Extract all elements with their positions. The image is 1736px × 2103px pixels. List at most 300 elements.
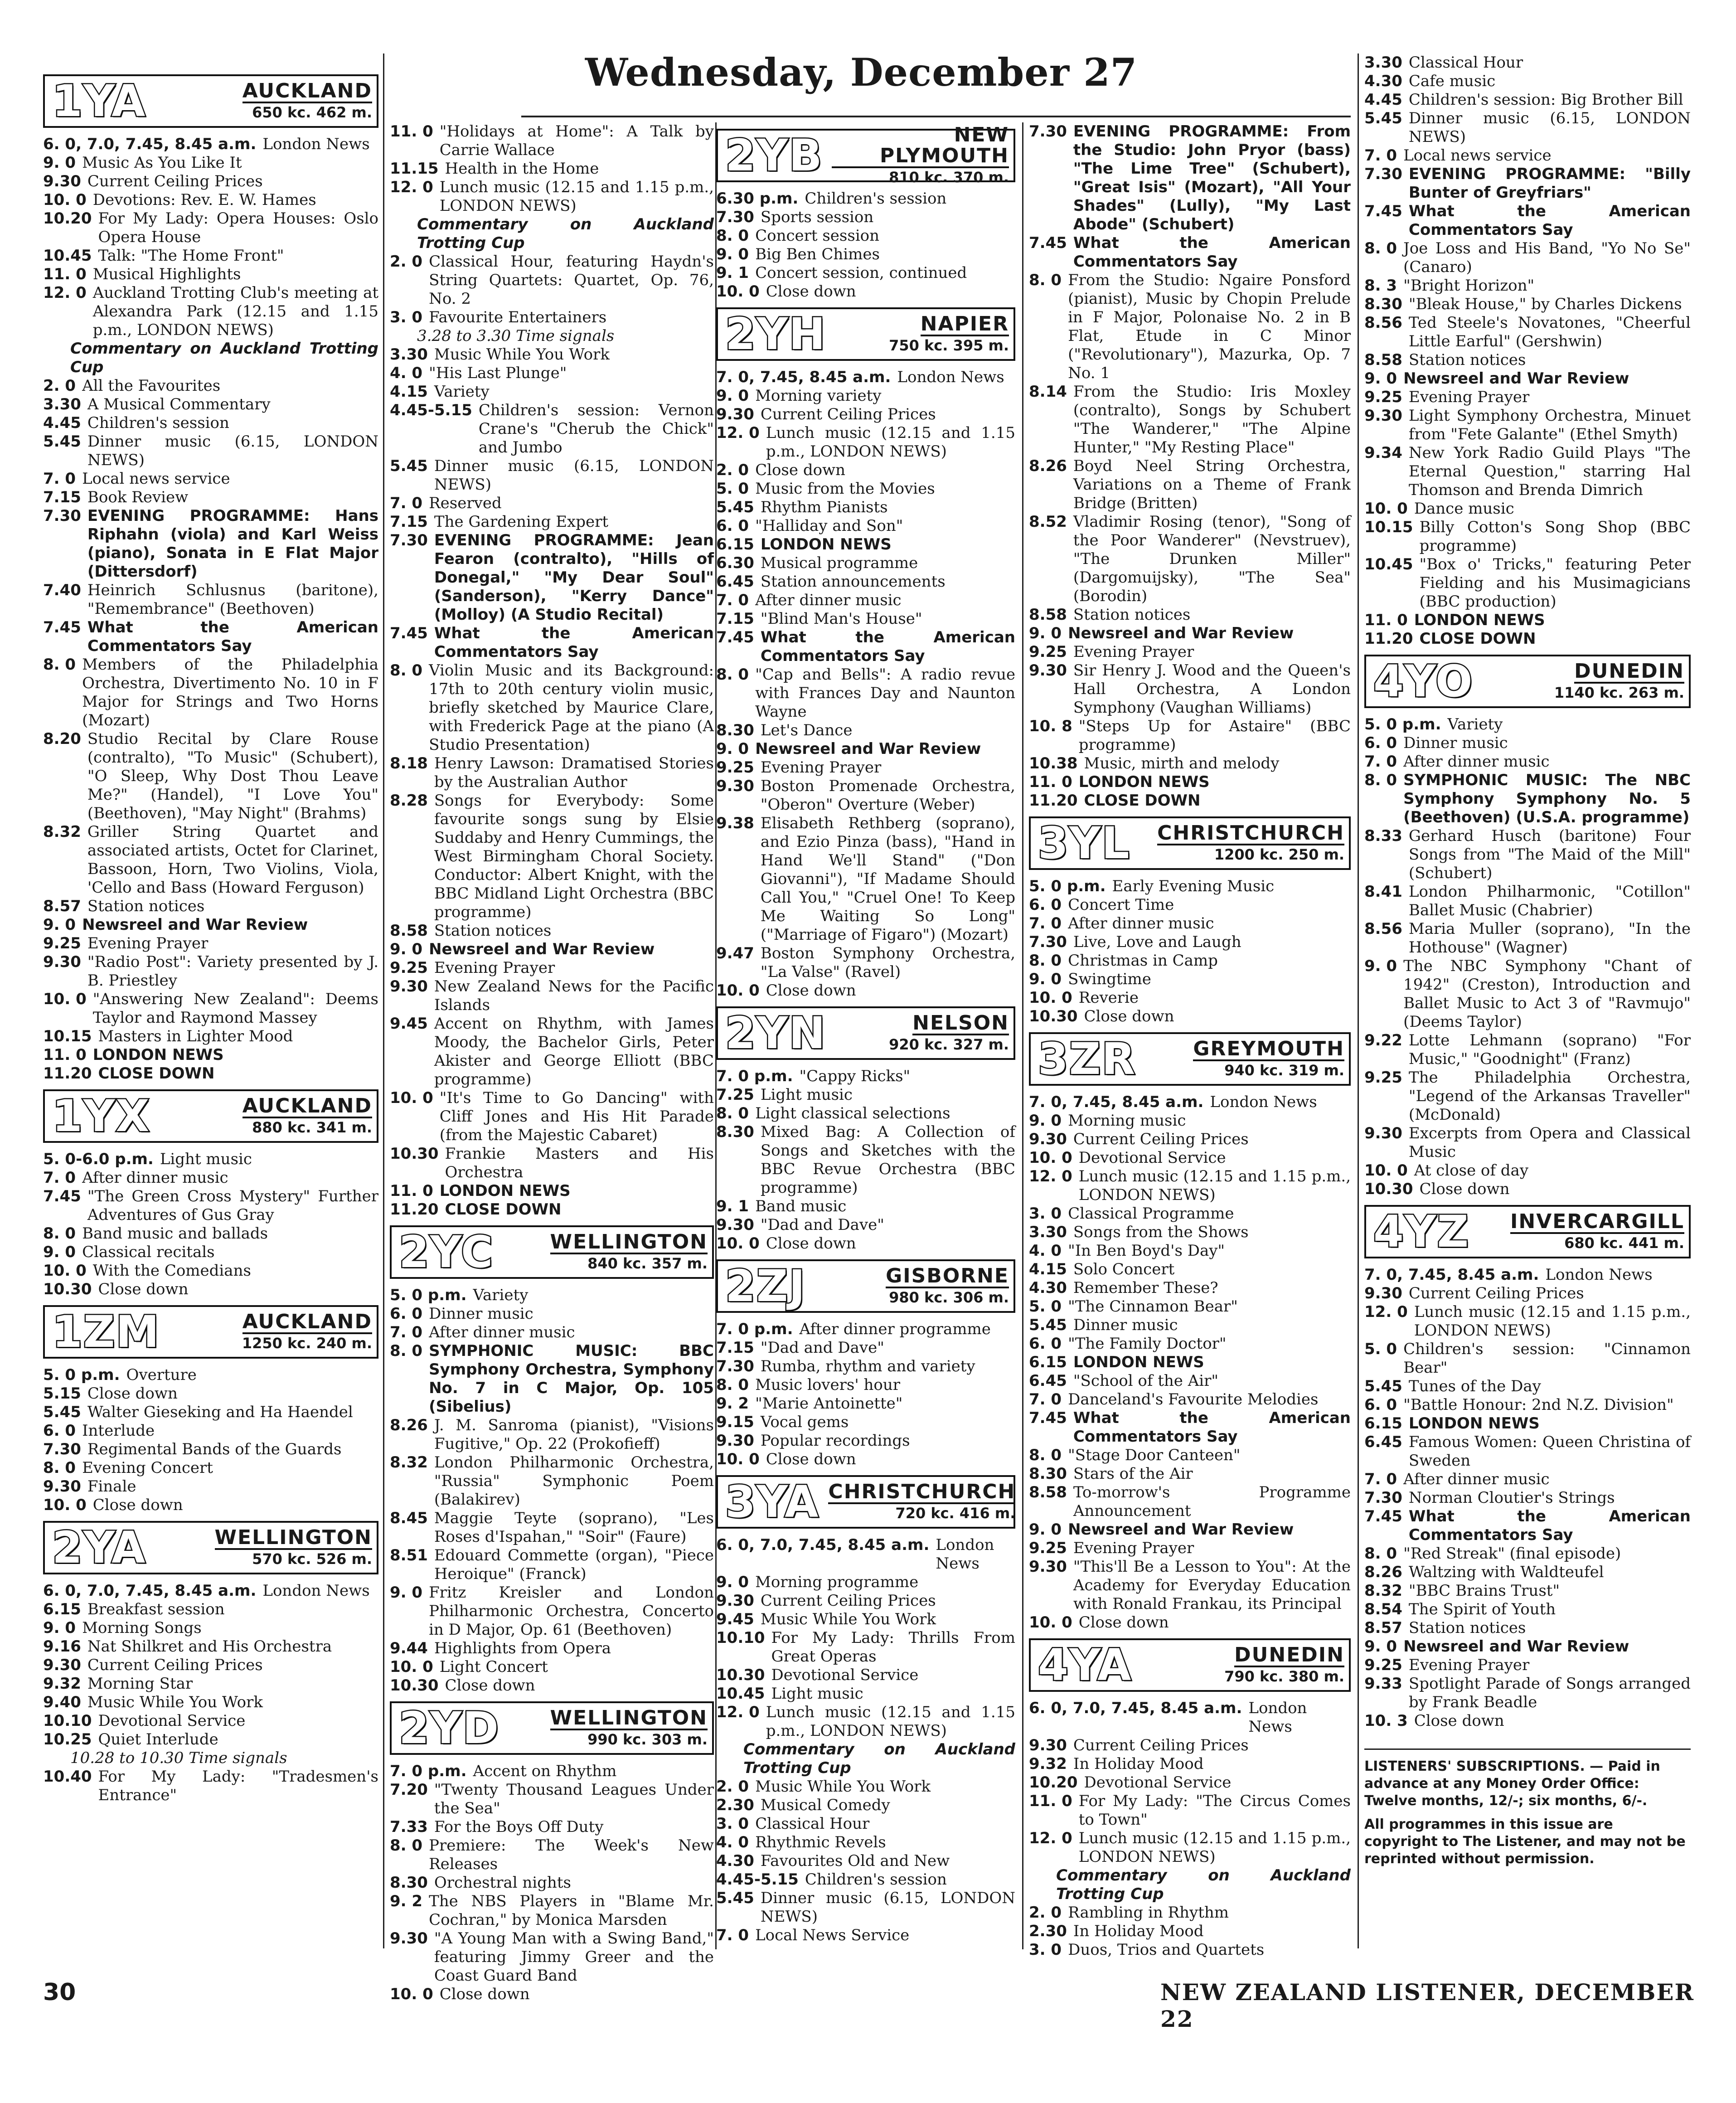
programme-time: 7.30 — [390, 531, 428, 549]
programme-listing — [1364, 1600, 1691, 1619]
programme-title: London News — [897, 368, 1004, 386]
programme-time: 10.30 — [1029, 1007, 1078, 1025]
programme-title: Newsreel and War Review — [755, 740, 981, 758]
station-callsign: 2YC — [399, 1227, 494, 1277]
programme-listing — [716, 1320, 1015, 1339]
station-city: WELLINGTON — [550, 1230, 708, 1253]
programme-time: 9.30 — [1029, 1736, 1067, 1754]
programme-title: Nat Shilkret and His Orchestra — [87, 1637, 332, 1656]
programme-time: 8.20 — [43, 730, 81, 748]
programme-title: Light Symphony Orchestra, Minuet from "Fete Galante" (Ethel Smyth) — [1408, 407, 1691, 443]
programme-time: 3.30 — [1029, 1223, 1067, 1241]
programme-listing — [390, 1639, 714, 1658]
programme-title: Newsreel and War Review — [1068, 624, 1294, 642]
programme-title: Newsreel and War Review — [1068, 1520, 1294, 1539]
programme-time: 10. 0 — [716, 1234, 760, 1253]
programme-listing — [43, 1384, 378, 1403]
programme-title: Lunch music (12.15 and 1.15 p.m., LONDON NEWS) — [766, 424, 1015, 461]
programme-time: 11. 0 — [43, 265, 87, 283]
programme-time: 10.20 — [1029, 1773, 1078, 1792]
station-frequency: 680 kc. 441 m. — [1564, 1234, 1684, 1252]
programme-listing — [1029, 122, 1351, 234]
programme-title: 3.28 to 3.30 Time signals — [417, 327, 615, 345]
programme-listing — [1364, 518, 1691, 555]
station-frequency: 750 kc. 395 m. — [889, 337, 1009, 354]
programme-listing — [390, 792, 714, 922]
programme-title: Evening Prayer — [1073, 643, 1194, 661]
programme-title: Stars of the Air — [1073, 1465, 1193, 1483]
programme-listing — [1029, 513, 1351, 606]
copyright-text: All programmes in this issue are copyright to The Listener, and may not be reprinted without permission. — [1364, 1816, 1686, 1867]
station-header-2ya — [43, 1521, 378, 1574]
programme-title: Station notices — [87, 897, 205, 915]
programme-title: Dinner music — [1073, 1316, 1178, 1334]
programme-time: 7.45 — [43, 1187, 81, 1205]
programme-listing — [43, 284, 378, 340]
station-info — [155, 81, 372, 121]
programme-time: 8.58 — [390, 922, 428, 940]
programme-time: 7. 0 p.m. — [716, 1320, 793, 1338]
programme-time: 2.30 — [716, 1796, 754, 1814]
programme-title: What the American Commentators Say — [760, 628, 1015, 665]
programme-time: 10.25 — [43, 1730, 92, 1748]
programme-time: 8.26 — [1364, 1563, 1402, 1581]
programme-time: 4.15 — [390, 383, 428, 401]
programme-title: Evening Prayer — [1408, 1656, 1530, 1674]
programme-listing — [1364, 771, 1691, 827]
programme-title: What the American Commentators Say — [1073, 234, 1351, 271]
programme-listing — [1029, 792, 1351, 810]
programme-time: 10.40 — [43, 1768, 92, 1786]
programme-time: 8.30 — [1364, 295, 1402, 313]
programme-time: 10.20 — [43, 209, 92, 228]
station-callsign: 1YX — [52, 1091, 150, 1141]
programme-time: 9. 0 — [1029, 1520, 1062, 1539]
programme-time: 5. 0 p.m. — [43, 1366, 120, 1384]
programme-time: 9. 0 — [1364, 369, 1397, 388]
programme-title: CLOSE DOWN — [1084, 792, 1201, 810]
programme-time: 8. 3 — [1364, 277, 1397, 295]
station-header-2yb — [716, 123, 1015, 186]
programme-listing — [716, 1610, 1015, 1629]
programme-listing — [43, 247, 378, 265]
programme-listing — [1029, 643, 1351, 661]
programme-title: Station notices — [434, 922, 552, 940]
programme-time: 9.30 — [716, 1432, 754, 1450]
programme-time: 2. 0 — [43, 377, 76, 395]
programme-listing — [716, 1573, 1015, 1592]
programme-listing — [43, 1027, 378, 1046]
programme-time: 3. 0 — [390, 308, 423, 326]
publication-footer: NEW ZEALAND LISTENER, DECEMBER 22 — [1160, 1979, 1694, 2032]
programme-listing — [716, 1197, 1015, 1216]
programme-listing — [43, 414, 378, 432]
programme-time: 2.30 — [1029, 1922, 1067, 1940]
programme-title: Songs for Everybody: Some favourite songs sung by Elsie Suddaby and Henry Cummings, the West Birmingham Choral Society. Conductor: Albert Knight, with the BBC Midland Light Orchestra (BBC programme) — [434, 792, 714, 921]
programme-listing — [43, 1046, 378, 1064]
programme-time: 12. 0 — [716, 424, 760, 442]
programme-listing — [1364, 611, 1691, 630]
programme-listing — [43, 1656, 378, 1675]
programme-title: EVENING PROGRAMME: Jean Fearon (contralto), "Hills of Donegal," "My Dear Soul" (Sanderson), "Kerry Dance" (Molloy) (A Studio Recital) — [434, 531, 714, 624]
programme-time: 9.30 — [43, 1656, 81, 1674]
programme-time: 11.20 — [390, 1200, 439, 1219]
programme-time: 9.30 — [716, 1216, 754, 1234]
programme-listing — [1364, 1266, 1691, 1284]
programme-time: 7.30 — [43, 1440, 81, 1458]
programme-title: Walter Gieseking and Ha Haendel — [87, 1403, 353, 1421]
programme-time: 7. 0 — [1029, 914, 1062, 933]
programme-time: 7. 0 — [716, 591, 749, 609]
programme-time: 8.58 — [1029, 1483, 1067, 1501]
programme-title: Finale — [87, 1477, 136, 1496]
programme-time: 9. 0 — [43, 1243, 76, 1261]
programme-time: 10. 0 — [43, 990, 87, 1008]
programme-title: Newsreel and War Review — [1403, 1637, 1629, 1656]
programme-title: Music lovers' hour — [755, 1376, 901, 1394]
programme-title: Breakfast session — [87, 1600, 225, 1618]
programme-listing — [390, 940, 714, 959]
programme-listing — [1364, 1656, 1691, 1675]
programme-time: 9.30 — [1364, 1124, 1402, 1142]
programme-time: 7. 0, 7.45, 8.45 a.m. — [716, 368, 891, 386]
programme-title: Maria Muller (soprano), "In the Hothouse" (Wagner) — [1408, 920, 1691, 957]
programme-time: 10.15 — [43, 1027, 92, 1045]
programme-title: In Holiday Mood — [1073, 1755, 1204, 1773]
programme-listing — [1029, 1279, 1351, 1297]
programme-time: 8.51 — [390, 1546, 428, 1564]
programme-title: Lunch music (12.15 and 1.15 p.m., LONDON NEWS) — [1078, 1829, 1351, 1866]
programme-listing — [716, 1536, 1015, 1573]
programme-time: 7.45 — [43, 618, 81, 636]
programme-time: 5.45 — [716, 1889, 754, 1907]
programme-listing — [1364, 1712, 1691, 1730]
programme-listing — [1364, 1489, 1691, 1507]
programme-time: 10. 0 — [390, 1658, 433, 1676]
programme-title: Health in the Home — [445, 160, 599, 178]
programme-listing — [1364, 53, 1691, 72]
programme-title: Local news service — [82, 470, 230, 488]
programme-listing — [390, 1836, 714, 1874]
programme-time: 10. 8 — [1029, 717, 1072, 735]
programme-time: 4.45-5.15 — [390, 401, 472, 419]
programme-listing — [716, 1432, 1015, 1450]
programme-title: London News — [262, 1582, 370, 1600]
programme-title: Station notices — [1408, 1619, 1526, 1637]
programme-title: Heinrich Schlusnus (baritone), "Remembrance" (Beethoven) — [87, 581, 378, 618]
programme-listing — [43, 154, 378, 172]
programme-time: 7.15 — [43, 488, 81, 506]
programme-title: The Spirit of Youth — [1408, 1600, 1556, 1618]
programme-time: 7.45 — [1029, 1409, 1067, 1427]
programme-title: "Radio Post": Variety presented by J. B. Priestley — [87, 953, 378, 990]
programme-title: Overture — [126, 1366, 197, 1384]
programme-listing — [1364, 1340, 1691, 1377]
programme-listing — [43, 990, 378, 1027]
programme-title: Reverie — [1078, 989, 1139, 1007]
programme-title: Current Ceiling Prices — [1073, 1130, 1249, 1148]
programme-time: 8.32 — [43, 823, 81, 841]
programme-title: Members of the Philadelphia Orchestra, Divertimento No. 10 in F Major for Strings and Two Horns (Mozart) — [82, 656, 378, 729]
programme-listing — [43, 1496, 378, 1515]
station-info — [503, 1232, 708, 1272]
programme-title: Book Review — [87, 488, 189, 506]
programme-title: After dinner music — [429, 1323, 575, 1341]
programme-time: 6.15 — [43, 1600, 81, 1618]
programme-listing — [1029, 1353, 1351, 1372]
programme-time: 12. 0 — [390, 178, 433, 196]
programme-time: 10. 0 — [1364, 500, 1408, 518]
programme-listing — [43, 172, 378, 191]
programme-listing — [1029, 1409, 1351, 1446]
station-callsign: 4YZ — [1373, 1206, 1469, 1257]
programme-listing — [1029, 1242, 1351, 1260]
programme-title: Music While You Work — [755, 1778, 931, 1796]
programme-listing — [716, 1339, 1015, 1357]
programme-time: 7.45 — [390, 624, 428, 642]
programme-title: Favourites Old and New — [760, 1852, 950, 1870]
programme-title: Close down — [766, 1234, 856, 1253]
programme-title: Concert Time — [1068, 896, 1174, 914]
programme-listing — [43, 1730, 378, 1749]
programme-listing — [716, 245, 1015, 264]
programme-time: 11. 0 — [390, 122, 433, 141]
programme-listing — [1364, 314, 1691, 351]
programme-listing — [43, 209, 378, 247]
programme-time: 11. 0 — [43, 1046, 87, 1064]
programme-time: 5. 0 — [1029, 1297, 1062, 1316]
programme-title: Newsreel and War Review — [1403, 369, 1629, 388]
programme-listing — [1029, 933, 1351, 952]
programme-title: After dinner music — [755, 591, 902, 609]
station-city: NAPIER — [920, 312, 1009, 335]
programme-time: 6.30 p.m. — [716, 189, 799, 208]
programme-title: Danceland's Favourite Melodies — [1068, 1390, 1319, 1408]
programme-listing — [716, 1815, 1015, 1833]
programme-listing — [716, 1592, 1015, 1610]
programme-time: 6. 0, 7.0, 7.45, 8.45 a.m. — [1029, 1699, 1242, 1717]
programme-time: 8. 0 — [716, 665, 749, 684]
programme-title: The NBC Symphony "Chant of 1942" (Creston), Introduction and Ballet Music to Act 3 of "Ravmujo" (Deems Taylor) — [1403, 957, 1691, 1031]
programme-listing — [43, 135, 378, 154]
programme-title: Waltzing with Waldteufel — [1408, 1563, 1604, 1581]
programme-title: LONDON NEWS — [92, 1046, 224, 1064]
programme-time: 9.30 — [390, 1929, 428, 1948]
programme-time: 7. 0 — [43, 1169, 76, 1187]
programme-title: Fritz Kreisler and London Philharmonic Orchestra, Concerto in D Major, Op. 61 (Beethoven) — [429, 1583, 714, 1639]
programme-title: What the American Commentators Say — [1408, 1507, 1691, 1544]
programme-title: The NBS Players in "Blame Mr. Cochran," by Monica Marsden — [429, 1892, 714, 1929]
column-divider — [383, 53, 384, 1948]
programme-listing — [1364, 1619, 1691, 1637]
programme-time: 4. 0 — [1029, 1242, 1062, 1260]
programme-listing — [1029, 1204, 1351, 1223]
programme-time: 9.30 — [43, 953, 81, 971]
programme-title: Excerpts from Opera and Classical Music — [1408, 1124, 1691, 1161]
programme-time: 8.58 — [1364, 351, 1402, 369]
programme-listing — [1029, 1260, 1351, 1279]
station-header-3yl — [1029, 816, 1351, 870]
programme-title: Children's session — [87, 414, 229, 432]
programme-listing — [390, 1583, 714, 1639]
programme-listing — [1029, 1297, 1351, 1316]
programme-listing — [390, 327, 714, 345]
programme-title: Boyd Neel String Orchestra, Variations on a Theme of Frank Bridge (Britten) — [1073, 457, 1351, 512]
programme-listing — [43, 340, 378, 377]
programme-title: EVENING PROGRAMME: From the Studio: John Pryor (bass) "The Lime Tree" (Schubert), "Great Isis" (Mozart), "All Your Shades" (Lully), "My Last Abode" (Schubert) — [1073, 122, 1351, 233]
programme-listing — [43, 1440, 378, 1459]
programme-listing — [43, 916, 378, 934]
programme-time: 5.45 — [1364, 1377, 1402, 1395]
column-3 — [716, 122, 1015, 1990]
programme-listing — [1029, 1372, 1351, 1390]
programme-listing — [1364, 1582, 1691, 1600]
programme-listing — [1029, 1149, 1351, 1167]
station-callsign: 4YO — [1373, 656, 1474, 707]
programme-title: "Bleak House," by Charles Dickens — [1408, 295, 1682, 313]
programme-listing — [716, 189, 1015, 208]
programme-listing — [390, 1453, 714, 1509]
programme-time: 6. 0 — [1029, 896, 1062, 914]
programme-time: 6.45 — [1364, 1433, 1402, 1451]
programme-title: Close down — [766, 981, 856, 1000]
programme-time: 10.10 — [43, 1712, 92, 1730]
programme-listing — [1029, 877, 1351, 896]
programme-time: 9. 0 — [390, 940, 423, 958]
programme-title: Music While You Work — [87, 1693, 263, 1711]
programme-time: 7.20 — [390, 1781, 428, 1799]
programme-time: 9.30 — [43, 172, 81, 190]
programme-title: Current Ceiling Prices — [87, 1656, 263, 1674]
programme-listing — [390, 1929, 714, 1985]
programme-listing — [43, 1619, 378, 1637]
programme-title: Local News Service — [755, 1926, 910, 1944]
programme-title: Light music — [771, 1685, 863, 1703]
programme-title: Quiet Interlude — [98, 1730, 218, 1748]
programme-listing — [1029, 1316, 1351, 1335]
programme-time: 9. 1 — [716, 1197, 749, 1215]
programme-time: 10.45 — [43, 247, 92, 265]
programme-time: 8.52 — [1029, 513, 1067, 531]
programme-time: 5.45 — [1364, 109, 1402, 127]
programme-listing — [43, 618, 378, 656]
programme-title: Children's session: Big Brother Bill — [1408, 91, 1683, 109]
programme-time: 10.30 — [390, 1676, 439, 1695]
programme-title: Current Ceiling Prices — [87, 172, 263, 190]
programme-title: After dinner music — [1068, 914, 1214, 933]
programme-listing — [1029, 773, 1351, 792]
station-frequency: 790 kc. 380 m. — [1224, 1668, 1344, 1685]
programme-time: 10.45 — [716, 1685, 765, 1703]
programme-listing — [716, 1833, 1015, 1852]
programme-time: 4. 0 — [716, 1833, 749, 1851]
programme-listing — [1364, 1433, 1691, 1470]
station-callsign: 3YA — [725, 1476, 820, 1527]
programme-time: 6.15 — [1029, 1353, 1067, 1371]
programme-title: Close down — [92, 1496, 183, 1514]
programme-title: Dinner music (6.15, LONDON NEWS) — [87, 432, 378, 469]
programme-listing — [1364, 500, 1691, 518]
programme-title: LONDON NEWS — [1078, 773, 1210, 791]
programme-time: 10.38 — [1029, 754, 1078, 772]
programme-listing — [43, 1600, 378, 1619]
programme-title: Boston Promenade Orchestra, "Oberon" Overture (Weber) — [760, 777, 1015, 814]
programme-listing — [716, 535, 1015, 554]
programme-listing — [390, 160, 714, 178]
station-city: DUNEDIN — [1234, 1643, 1344, 1666]
station-header-4ya — [1029, 1638, 1351, 1692]
programme-time: 7.15 — [390, 513, 428, 531]
programme-time: 5. 0 p.m. — [390, 1286, 467, 1304]
station-city: AUCKLAND — [242, 1310, 372, 1333]
programme-time: 9.25 — [390, 959, 428, 977]
programme-title: Band music and ballads — [82, 1224, 268, 1243]
station-info — [169, 1311, 372, 1352]
programme-title: "His Last Plunge" — [429, 364, 567, 382]
programme-listing — [1029, 1093, 1351, 1112]
programme-title: Evening Prayer — [760, 758, 882, 777]
programme-title: Devotions: Rev. E. W. Hames — [92, 191, 316, 209]
programme-listing — [43, 730, 378, 823]
programme-title: "In Ben Boyd's Day" — [1068, 1242, 1225, 1260]
programme-title: Close down — [445, 1676, 535, 1695]
programme-listing — [716, 944, 1015, 981]
programme-listing — [716, 1216, 1015, 1234]
programme-listing — [43, 488, 378, 507]
programme-title: Music from the Movies — [755, 480, 935, 498]
programme-time: 8. 0 — [1029, 271, 1062, 289]
programme-listing — [1364, 734, 1691, 753]
programme-time: 7. 0 — [390, 1323, 423, 1341]
programme-listing — [43, 1169, 378, 1187]
programme-listing — [43, 1150, 378, 1169]
station-header-2zj — [716, 1259, 1015, 1313]
programme-listing — [1364, 369, 1691, 388]
programme-title: Evening Prayer — [87, 934, 209, 952]
programme-listing — [1029, 1866, 1351, 1904]
programme-title: Variety — [473, 1286, 529, 1304]
programme-title: Devotional Service — [98, 1712, 246, 1730]
programme-listing — [1029, 1792, 1351, 1829]
programme-listing — [716, 1450, 1015, 1469]
programme-time: 9.30 — [1364, 407, 1402, 425]
page-title: Wednesday, December 27 — [585, 50, 1138, 95]
programme-time: 8. 0 — [390, 661, 423, 680]
programme-listing — [1364, 957, 1691, 1031]
programme-listing — [43, 1224, 378, 1243]
programme-time: 7. 0 — [1364, 1470, 1397, 1488]
programme-time: 5.45 — [716, 498, 754, 516]
programme-listing — [390, 754, 714, 792]
programme-title: Evening Concert — [82, 1459, 213, 1477]
programme-time: 8.41 — [1364, 883, 1402, 901]
programme-title: Lotte Lehmann (soprano) "For Music," "Goodnight" (Franz) — [1408, 1031, 1691, 1068]
programme-title: LONDON NEWS — [760, 535, 892, 554]
programme-title: For My Lady: Opera Houses: Oslo Opera House — [98, 209, 378, 246]
programme-time: 9.30 — [716, 777, 754, 795]
programme-title: Close down — [766, 282, 856, 301]
programme-listing — [716, 1123, 1015, 1197]
programme-time: 12. 0 — [1029, 1167, 1072, 1185]
station-callsign: 2ZJ — [725, 1261, 806, 1311]
programme-time: 10.30 — [390, 1145, 439, 1163]
station-frequency: 840 kc. 357 m. — [587, 1255, 708, 1272]
programme-listing — [43, 656, 378, 730]
programme-title: "It's Time to Go Dancing" with Cliff Jones and His Hit Parade (from the Majestic Cabaret) — [439, 1089, 714, 1144]
programme-listing — [716, 498, 1015, 517]
programme-time: 2. 0 — [716, 461, 749, 479]
programme-listing — [43, 1768, 378, 1805]
